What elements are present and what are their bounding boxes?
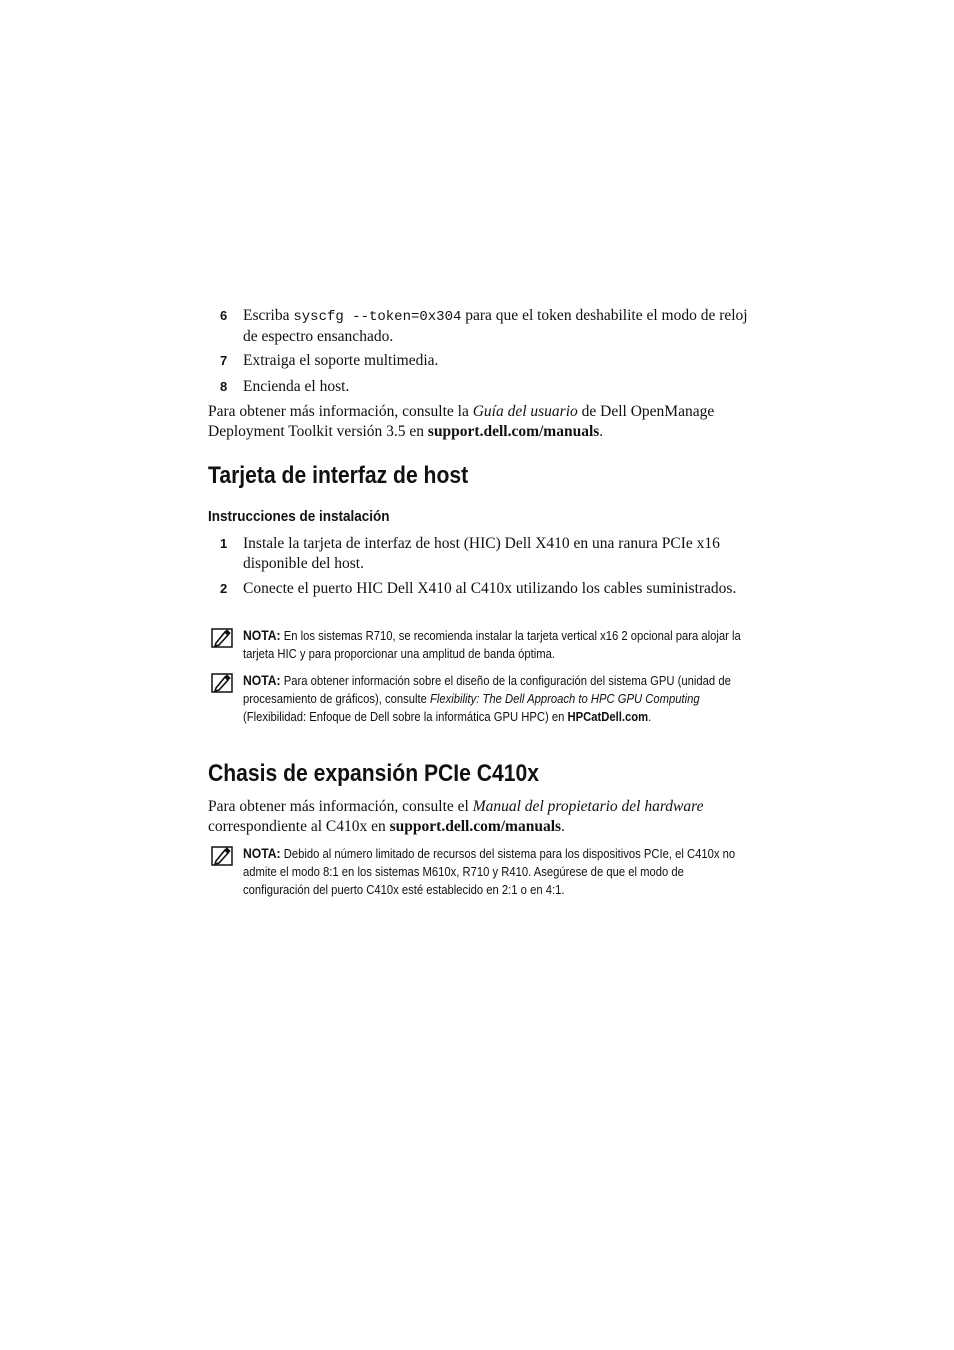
- note-label: NOTA:: [243, 846, 281, 861]
- section-title-expansion-chassis: Chasis de expansión PCIe C410x: [208, 760, 540, 787]
- manuals-link[interactable]: support.dell.com/manuals: [427, 423, 600, 440]
- pencil-note-icon: [210, 845, 234, 867]
- pencil-note-icon: [210, 627, 234, 649]
- hpcatdell-link[interactable]: HPCatDell.com: [567, 710, 649, 724]
- step-text: Instale la tarjeta de interfaz de host (HIC) Dell X410 en una ranura PCIe x16 disponible del host.: [243, 535, 720, 572]
- step-number: 6: [220, 308, 228, 323]
- step-text: Escriba syscfg --token=0x304 para que el token deshabilite el modo de reloj de espectro ensanchado.: [243, 307, 748, 345]
- manuals-link[interactable]: support.dell.com/manuals: [389, 818, 562, 835]
- note-body: NOTA: Para obtener información sobre el diseño de la configuración del sistema GPU (unidad de procesamiento de gráficos), consulte Flexibility: The Dell Approach to HPC GPU Computing (Flexibilidad: Enfoque de Dell sobre la informática GPU HPC) en HPCatDell.com.: [243, 673, 731, 724]
- info-paragraph: Para obtener más información, consulte la Guía del usuario de Dell OpenManage Deployment Toolkit versión 3.5 en support.dell.com/manuals.: [208, 403, 715, 440]
- note-label: NOTA:: [243, 628, 281, 643]
- note-body: NOTA: Debido al número limitado de recursos del sistema para los dispositivos PCIe, el C410x no admite el modo 8:1 en los sistemas M610x, R710 y R410. Asegúrese de que el modo de configuración del puerto C410x esté establecido en 2:1 o en 4:1.: [243, 846, 736, 897]
- code-snippet: syscfg --token=0x304: [293, 309, 462, 325]
- hardware-manual-paragraph: Para obtener más información, consulte el Manual del propietario del hardware correspondiente al C410x en support.dell.com/manuals.: [208, 798, 704, 835]
- step-number: 7: [220, 353, 228, 368]
- step-text: Encienda el host.: [243, 378, 350, 395]
- step-number: 2: [220, 581, 228, 596]
- step-text: Extraiga el soporte multimedia.: [243, 352, 439, 369]
- step-text: Conecte el puerto HIC Dell X410 al C410x utilizando los cables suministrados.: [243, 580, 737, 597]
- step-number: 8: [220, 379, 228, 394]
- section-title-host-interface-card: Tarjeta de interfaz de host: [208, 462, 469, 489]
- pencil-note-icon: [210, 672, 234, 694]
- step-number: 1: [220, 536, 228, 551]
- note-body: NOTA: En los sistemas R710, se recomienda instalar la tarjeta vertical x16 2 opcional para alojar la tarjeta HIC y para proporcionar una amplitud de banda óptima.: [243, 628, 741, 661]
- subsection-title-install: Instrucciones de instalación: [208, 508, 390, 525]
- note-label: NOTA:: [243, 673, 281, 688]
